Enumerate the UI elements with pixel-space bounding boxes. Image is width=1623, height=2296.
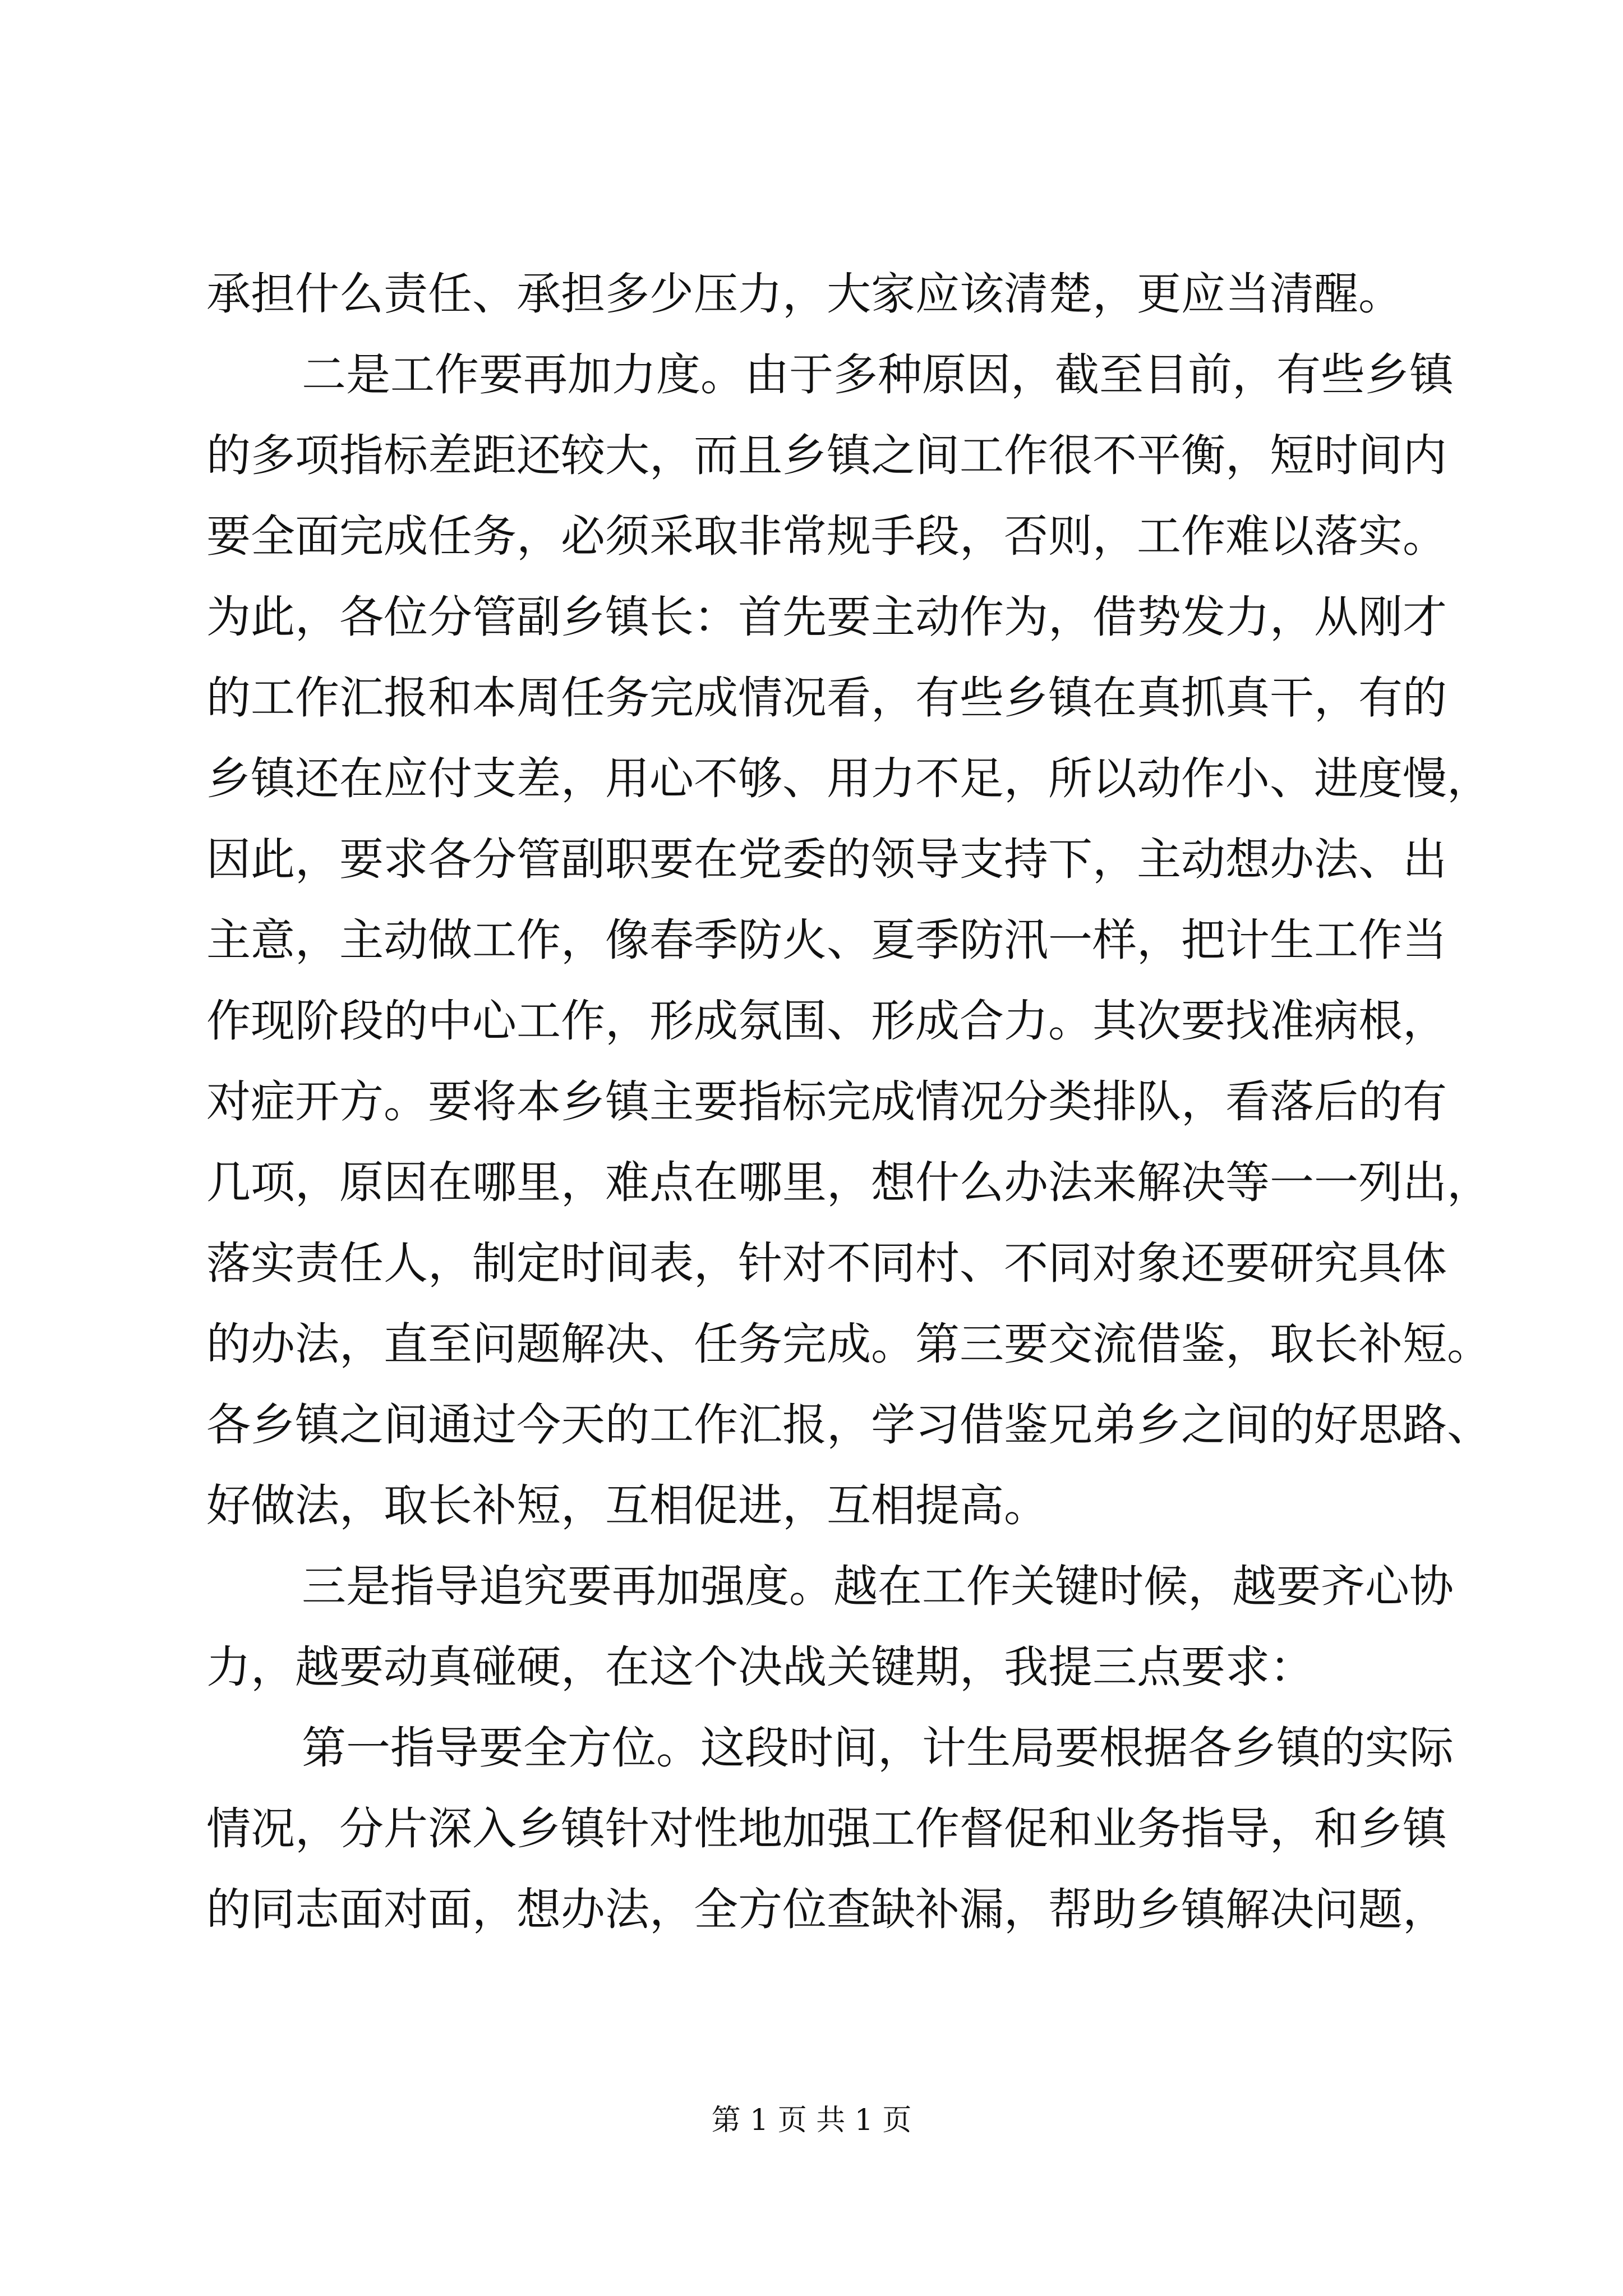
text-line: 的同志面对面，想办法，全方位查缺补漏，帮助乡镇解决问题， [206, 1884, 1447, 1935]
text-line: 情况，分片深入乡镇针对性地加强工作督促和业务指导，和乡镇 [206, 1803, 1447, 1855]
text-line: 因此，要求各分管副职要在党委的领导支持下，主动想办法、出 [206, 834, 1447, 885]
paragraph-start-line: 第一指导要全方位。这段时间，计生局要根据各乡镇的实际 [302, 1722, 1454, 1774]
text-line: 的办法，直至问题解决、任务完成。第三要交流借鉴，取长补短。 [206, 1318, 1491, 1370]
text-line: 力，越要动真碰硬，在这个决战关键期，我提三点要求： [206, 1641, 1314, 1693]
text-line: 的多项指标差距还较大，而且乡镇之间工作很不平衡，短时间内 [206, 430, 1447, 481]
text-line: 各乡镇之间通过今天的工作汇报，学习借鉴兄弟乡之间的好思路、 [206, 1399, 1491, 1451]
text-line: 的工作汇报和本周任务完成情况看，有些乡镇在真抓真干，有的 [206, 672, 1447, 724]
text-line: 乡镇还在应付支差，用心不够、用力不足，所以动作小、进度慢， [206, 753, 1491, 804]
text-line: 几项，原因在哪里，难点在哪里，想什么办法来解决等一一列出， [206, 1157, 1491, 1208]
text-line: 好做法，取长补短，互相促进，互相提高。 [206, 1480, 1048, 1531]
paragraph-start-line: 三是指导追究要再加强度。越在工作关键时候，越要齐心协 [302, 1561, 1454, 1612]
page-number-footer: 第 1 页 共 1 页 [711, 2104, 912, 2137]
text-line: 对症开方。要将本乡镇主要指标完成情况分类排队，看落后的有 [206, 1076, 1447, 1128]
text-line: 承担什么责任、承担多少压力，大家应该清楚，更应当清醒。 [206, 268, 1403, 320]
text-line: 要全面完成任务，必须采取非常规手段，否则，工作难以落实。 [206, 510, 1447, 562]
paragraph-start-line: 二是工作要再加力度。由于多种原因，截至目前，有些乡镇 [302, 349, 1454, 401]
text-line: 作现阶段的中心工作，形成氛围、形成合力。其次要找准病根， [206, 995, 1447, 1047]
text-line: 落实责任人，制定时间表，针对不同村、不同对象还要研究具体 [206, 1237, 1447, 1289]
text-line: 为此，各位分管副乡镇长：首先要主动作为，借势发力，从刚才 [206, 591, 1447, 643]
text-line: 主意，主动做工作，像春季防火、夏季防汛一样，把计生工作当 [206, 914, 1447, 966]
